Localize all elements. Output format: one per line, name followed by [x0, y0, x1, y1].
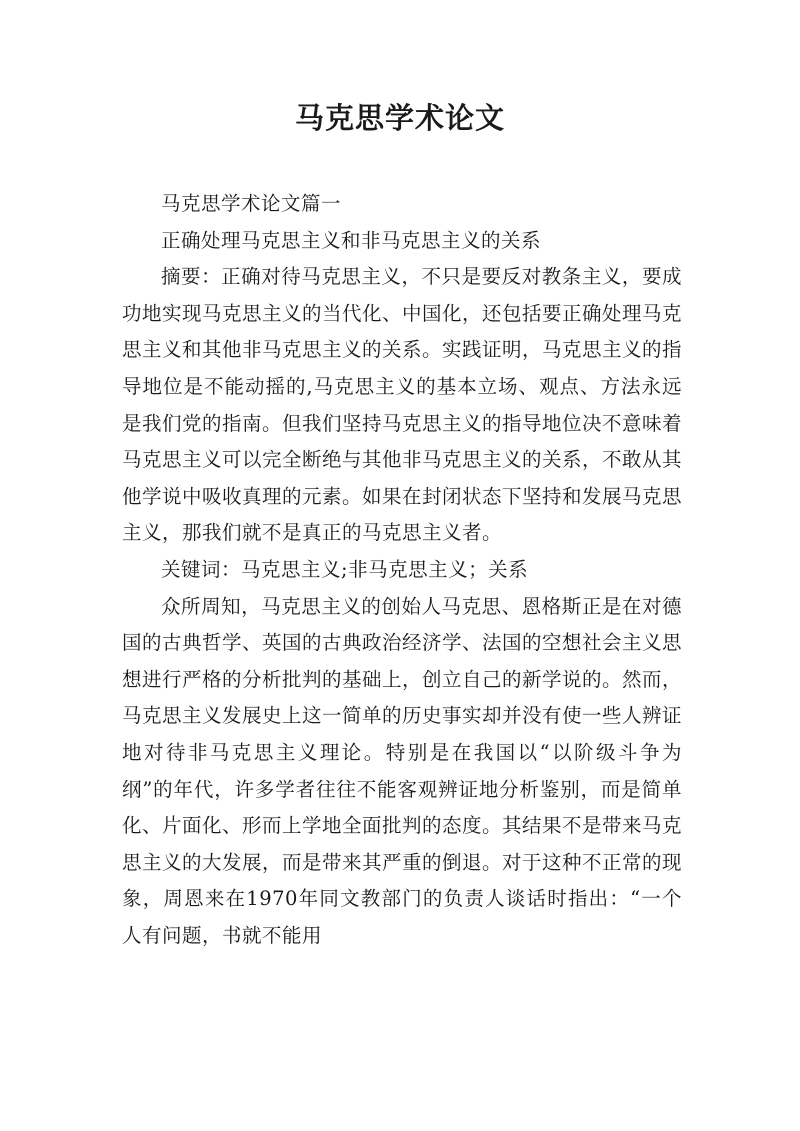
document-body	[122, 186, 682, 954]
section-heading: 马克思学术论文篇一	[161, 192, 342, 215]
article-title: 正确处理马克思主义和非马克思主义的关系	[161, 228, 542, 252]
document-title: 马克思学术论文	[294, 101, 505, 135]
body-paragraph: 众所周知，马克思主义的创始人马克思、恩格斯正是在对德国的古典哲学、英国的古典政治经济学、法国的空想社会主义思想进行严格的分析批判的基础上，创立自己的新学说的。然而，马克思主义发展史上这一简单的历史事实却并没有使一些人辨证地对待非马克思主义理论。特别是在我国以“以阶级斗争为纲”的年代，许多学者往往不能客观辨证地分析鉴别，而是简单化、片面化、形而上学地全面批判的态度。其结果不是带来马克思主义的大发展，而是带来其严重的倒退。对于这种不正常的现象，周恩来在1970年同文教部门的负责人谈话时指出：“一个人有问题，书就不能用	[122, 594, 683, 947]
keywords-paragraph: 关键词：马克思主义;非马克思主义；关系	[161, 557, 529, 581]
abstract-paragraph: 摘要：正确对待马克思主义，不只是要反对教条主义，要成功地实现马克思主义的当代化、中国化，还包括要正确处理马克思主义和其他非马克思主义的关系。实践证明，马克思主义的指导地位是不能动摇的,马克思主义的基本立场、观点、方法永远是我们党的指南。但我们坚持马克思主义的指导地位决不意味着马克思主义可以完全断绝与其他非马克思主义的关系，不敢从其他学说中吸收真理的元素。如果在封闭状态下坚持和发展马克思主义，那我们就不是真正的马克思主义者。	[122, 265, 683, 545]
